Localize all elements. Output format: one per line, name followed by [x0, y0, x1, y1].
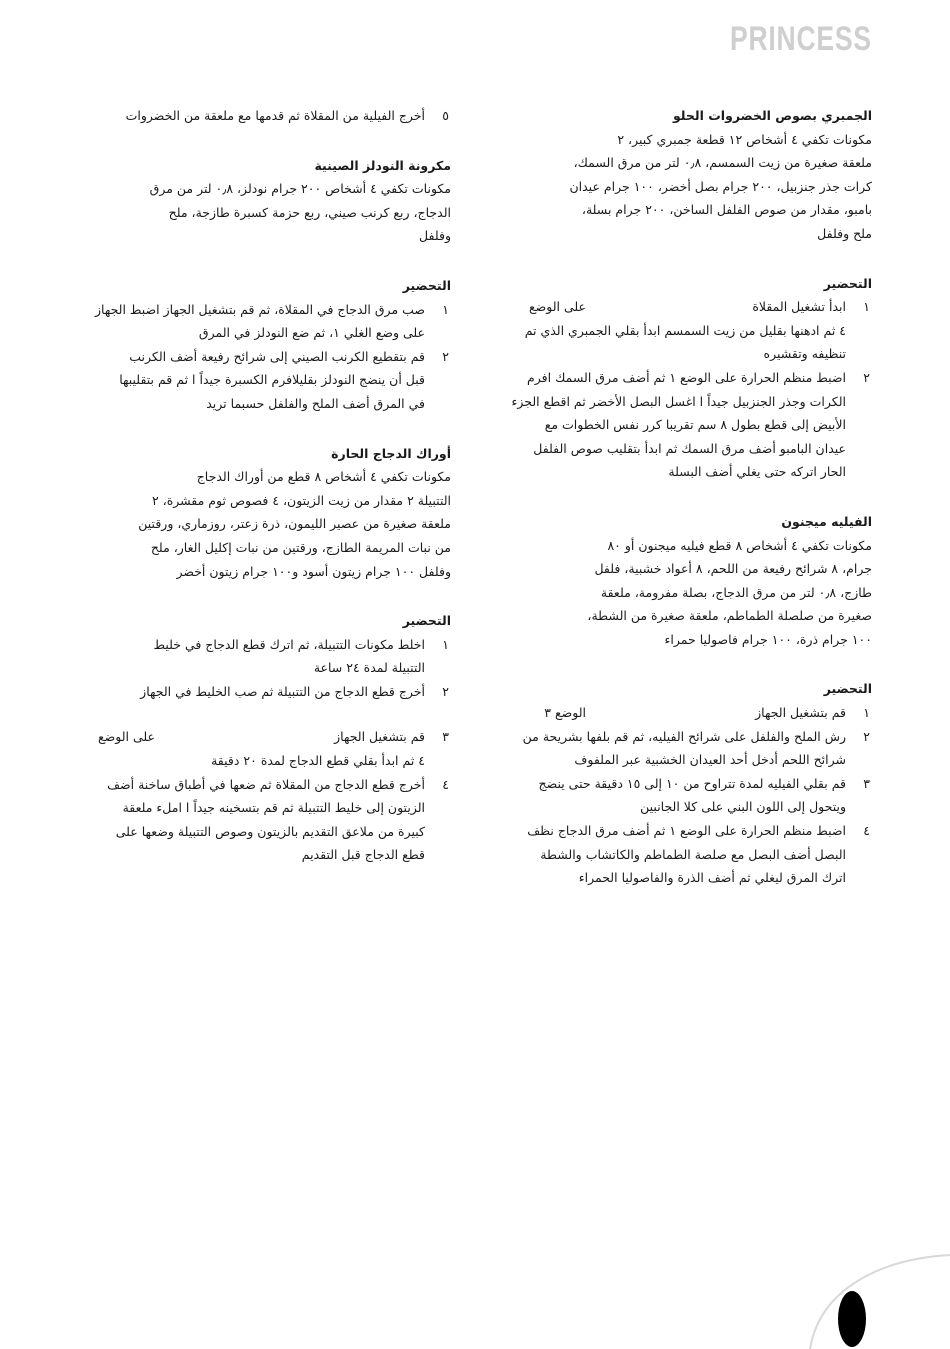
ingredient-line: وفلفل: [419, 228, 451, 244]
step-item: [482, 725, 872, 772]
step-line: اضبط منظم الحرارة على الوضع ١ ثم أضف مرق السمك افرم: [527, 369, 846, 385]
step-number: ٣: [863, 775, 870, 791]
step-line: عيدان البامبو أضف مرق السمك ثم ابدأ بتقليب صوص الفلفل: [533, 440, 846, 456]
step-item: [482, 701, 872, 725]
prep-heading: التحضير: [402, 277, 451, 293]
left-column: [66, 104, 451, 867]
ingredient-line: بامبو، مقدار من صوص الفلفل الساخن، ٢٠٠ جرام بسلة،: [581, 202, 872, 218]
ingredient-line: الدجاج، ربع كرنب صيني، ربع حزمة كسبرة طازجة، ملح: [168, 204, 451, 220]
step-mode: الوضع ٣: [544, 705, 586, 721]
step-item: [482, 366, 872, 484]
step-number: ١: [863, 705, 870, 721]
ingredient-line: طازج، ٠٫٨ لتر من مرق الدجاج، بصلة مفرومة، ملعقة: [600, 584, 872, 600]
step-line: في المرق أضف الملح والفلفل حسبما تريد: [206, 395, 425, 411]
ingredient-line: جرام، ٨ شرائح رفيعة من اللحم، ٨ أعواد خشبية، فلفل: [594, 561, 872, 577]
step-line: كبيرة من ملاعق التقديم بالزيتون وصوص التتبيلة وضعها على: [115, 823, 425, 839]
step-item: [66, 725, 451, 772]
recipe-title-noodles: مكرونة النودلز الصينية: [314, 157, 451, 173]
step-line: أخرج الفيلية من المقلاة ثم قدمها مع ملعقة من الخضروات: [125, 108, 425, 123]
prep-heading: التحضير: [823, 275, 872, 291]
ingredient-line: مكونات تكفي ٤ أشخاص ٨ قطع فيليه ميجنون أو ٨٠: [607, 537, 872, 553]
step-line: قم بتقطيع الكرنب الصيني إلى شرائح رفيعة أضف الكرنب: [129, 348, 425, 364]
step-line: اخلط مكونات التتبيلة، ثم اترك قطع الدجاج في خليط: [153, 636, 425, 652]
recipe-title-shrimp: الجمبري بصوص الخضروات الحلو: [672, 108, 872, 123]
step-line: شرائح اللحم أدخل أحد العيدان الخشبية عبر الملفوف: [574, 752, 846, 768]
prep-heading: التحضير: [402, 613, 451, 629]
ingredient-line: مكونات تكفي ٤ أشخاص ٨ قطع من أوراك الدجاج: [196, 469, 451, 485]
step-line: اضبط منظم الحرارة على الوضع ١ ثم أضف مرق الدجاج نظف: [527, 823, 846, 839]
corner-curve-decoration: [800, 1249, 950, 1349]
recipe-title-chicken: أوراك الدجاج الحارة: [331, 445, 451, 461]
step-number: ٢: [863, 728, 870, 744]
step-line: على وضع الغلي ١، ثم ضع النودلز في المرق: [198, 325, 425, 341]
step-line: أخرج قطع الدجاج من التتبيلة ثم صب الخليط في الجهاز: [140, 683, 425, 699]
step-line: ٤ ثم ادهنها بقليل من زيت السمسم ابدأ بقلي الجمبري الذي تم: [524, 322, 846, 338]
step-item: [66, 680, 451, 704]
step-number: ٢: [442, 348, 449, 364]
step-line: تنظيفه وتقشيره: [763, 346, 846, 362]
step-line: ٤ ثم ابدأ بقلي قطع الدجاج لمدة ٢٠ دقيقة: [211, 753, 425, 769]
step-number: ٢: [863, 369, 870, 385]
step-number: ٥: [442, 108, 449, 123]
step-line: الزيتون إلى خليط التتبيلة ثم قم بتسخينه جيداً ا املء ملعقة: [122, 800, 425, 816]
step-line: الأبيض إلى قطع بطول ٨ سم تقريبا كرر نفس الخطوات مع: [544, 417, 846, 433]
step-line: قم بقلي الفيليه لمدة تتراوح من ١٠ إلى ١٥ دقيقة حتى ينضج: [538, 775, 846, 791]
step-number: ١: [442, 636, 449, 652]
step-line: اترك المرق ليغلي ثم أضف الذرة والفاصوليا الحمراء: [578, 870, 846, 886]
ingredient-line: ملعقة صغيرة من زيت السمسم، ٠٫٨ لتر من مرق السمك،: [573, 155, 872, 171]
brand-logo: PRINCESS: [730, 20, 872, 58]
step-item: [482, 772, 872, 819]
step-item: [482, 819, 872, 890]
step-text: قم بتشغيل الجهاز: [334, 729, 425, 745]
step-mode: على الوضع: [98, 729, 155, 745]
ingredient-line: التتبيلة ٢ مقدار من زيت الزيتون، ٤ فصوص ثوم مقشرة، ٢: [151, 492, 451, 508]
step-line: صب مرق الدجاج في المقلاة، ثم قم بتشغيل الجهاز اضبط الجهاز: [94, 301, 425, 317]
step-item: [66, 104, 451, 128]
step-line: التتبيلة لمدة ٢٤ ساعة: [313, 660, 425, 676]
ingredient-line: من نبات المريمة الطازج، ورقتين من نبات إكليل الغار، ملح: [150, 539, 451, 555]
step-number: ٢: [442, 683, 449, 699]
ingredient-line: صغيرة من صلصلة الطماطم، ملعقة صغيرة من الشطة،: [587, 608, 872, 624]
step-line: أخرج قطع الدجاج من المقلاة ثم ضعها في أطباق ساخنة أضف: [107, 776, 425, 792]
step-text: ابدأ تشغيل المقلاة: [752, 299, 846, 315]
ingredient-line: كرات جذر جنزبيل، ٢٠٠ جرام بصل أخضر، ١٠٠ جرام عيدان: [569, 178, 872, 194]
step-number: ٤: [863, 823, 870, 839]
ingredient-line: وفلفل ١٠٠ جرام زيتون أسود و١٠٠ جرام زيتون أخضر: [176, 563, 451, 579]
step-text: قم بتشغيل الجهاز: [755, 705, 846, 721]
step-item: [482, 295, 872, 366]
step-line: رش الملح والفلفل على شرائح الفيليه، ثم قم بلفها بشريحة من: [522, 728, 846, 744]
ingredient-line: ملعقة صغيرة من عصير الليمون، ذرة زعتر، روزماري، ورقتين: [138, 516, 451, 532]
ingredient-line: مكونات تكفي ٤ أشخاص ١٢ قطعة جمبري كبير، ٢: [617, 131, 872, 147]
right-column: [482, 104, 872, 890]
step-line: ويتحول إلى اللون البني على كلا الجانبين: [640, 799, 846, 815]
page-marker-oval: [838, 1291, 866, 1347]
step-line: الحار اتركه حتى يغلي أضف البسلة: [668, 464, 846, 480]
step-line: قبل أن ينضج النودلز بقليلافرم الكسبرة جيداً ا ثم قم بتقليبها: [119, 372, 425, 388]
ingredient-line: ملح وفلفل: [817, 225, 872, 241]
step-line: الكرات وجذر الجنزبيل جيداً ا اغسل البصل الأخضر ثم اقطع الجزء: [511, 393, 846, 409]
step-line: البصل أضف البصل مع صلصة الطماطم والكاتشاب والشطة: [540, 846, 846, 862]
step-item: [66, 633, 451, 680]
prep-heading: التحضير: [823, 681, 872, 697]
recipe-title-fillet: الفيليه ميجنون: [781, 513, 872, 529]
ingredient-line: مكونات تكفي ٤ أشخاص ٢٠٠ جرام نودلز، ٠٫٨ لتر من مرق: [149, 181, 451, 197]
step-number: ٤: [442, 776, 449, 792]
step-item: [66, 773, 451, 867]
step-item: [66, 298, 451, 345]
step-mode: على الوضع: [529, 299, 586, 315]
step-number: ١: [863, 299, 870, 315]
step-number: ٣: [442, 729, 449, 745]
ingredient-line: ١٠٠ جرام ذرة، ١٠٠ جرام فاصوليا حمراء: [664, 631, 872, 647]
step-line: قطع الدجاج قبل التقديم: [301, 847, 425, 863]
step-item: [66, 345, 451, 416]
step-number: ١: [442, 301, 449, 317]
